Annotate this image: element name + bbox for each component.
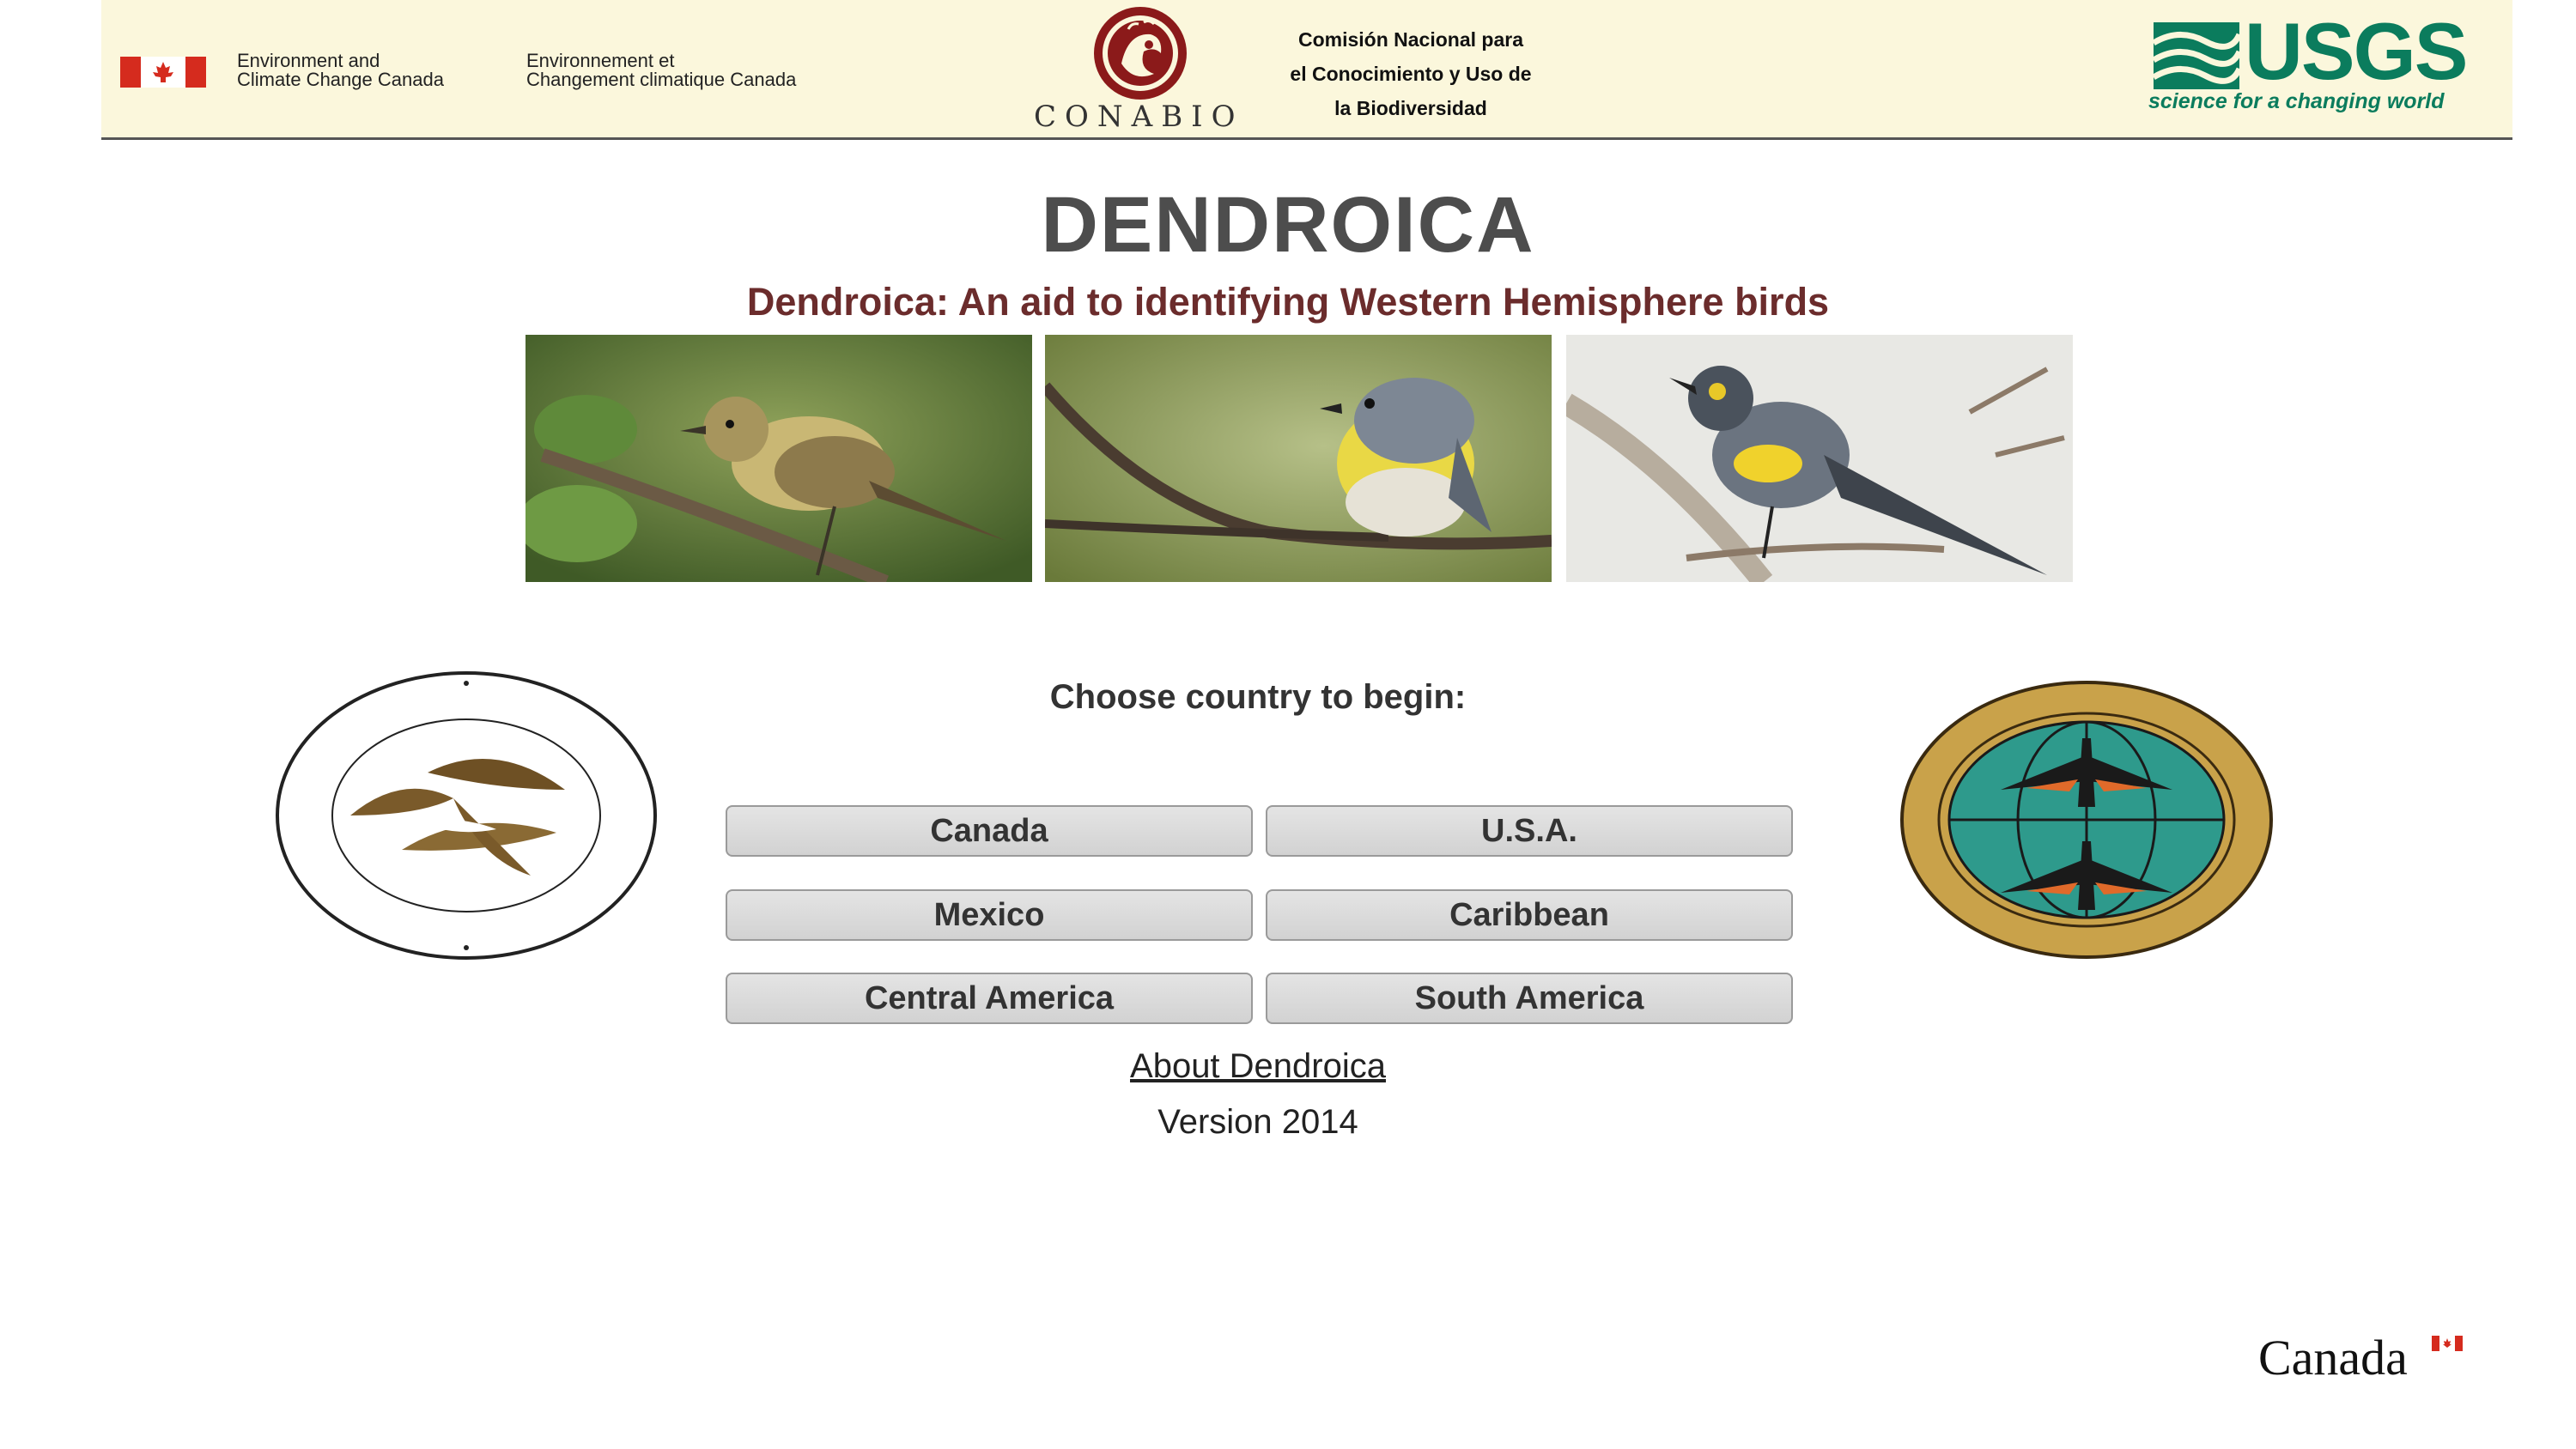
about-dendroica-link[interactable]: About Dendroica	[1130, 1047, 1386, 1085]
country-button-canada[interactable]: Canada	[726, 805, 1253, 857]
canada-wordmark: Canada	[2258, 1330, 2408, 1385]
canada-wordmark-flag-icon	[2432, 1336, 2463, 1351]
eccc-name-french	[526, 52, 796, 89]
eccc-fr-line-2: Changement climatique Canada	[526, 69, 797, 90]
country-button-caribbean[interactable]: Caribbean	[1266, 889, 1793, 941]
page-title: DENDROICA	[1041, 181, 1535, 269]
country-button-mexico[interactable]: Mexico	[726, 889, 1253, 941]
breeding-bird-survey-logo	[273, 670, 659, 961]
conabio-line-3: la Biodiversidad	[1334, 97, 1487, 119]
conabio-wordmark: CONABIO	[1034, 100, 1244, 134]
partner-banner	[101, 0, 2512, 140]
country-button-usa[interactable]: U.S.A.	[1266, 805, 1793, 857]
northern-parula-photo	[1045, 335, 1552, 582]
country-button-south-america[interactable]: South America	[1266, 973, 1793, 1024]
conabio-line-1: Comisión Nacional para	[1297, 28, 1523, 51]
conabio-full-name	[1218, 22, 1604, 125]
conabio-line-2: el Conocimiento y Uso de	[1290, 63, 1532, 85]
palm-warbler-photo	[526, 335, 1032, 582]
yellow-rumped-warbler-photo	[1566, 335, 2073, 582]
country-button-central-america[interactable]: Central America	[726, 973, 1253, 1024]
page-subtitle: Dendroica: An aid to identifying Western Hemisphere birds	[746, 280, 1830, 324]
choose-country-prompt: Choose country to begin:	[1049, 678, 1467, 716]
canada-flag-icon	[120, 57, 206, 88]
partners-in-flight-logo	[1898, 678, 2275, 961]
eccc-en-line-2: Climate Change Canada	[237, 69, 444, 90]
eccc-fr-line-1: Environnement et	[526, 50, 675, 71]
usgs-tagline: science for a changing world	[2148, 89, 2445, 113]
version-label: Version 2014	[1157, 1103, 1358, 1141]
eccc-en-line-1: Environment and	[237, 50, 380, 71]
eccc-name-english	[237, 52, 444, 89]
usgs-wave-icon	[2154, 22, 2239, 89]
usgs-wordmark: USGS	[2245, 6, 2467, 96]
conabio-logo-icon	[1072, 3, 1209, 105]
